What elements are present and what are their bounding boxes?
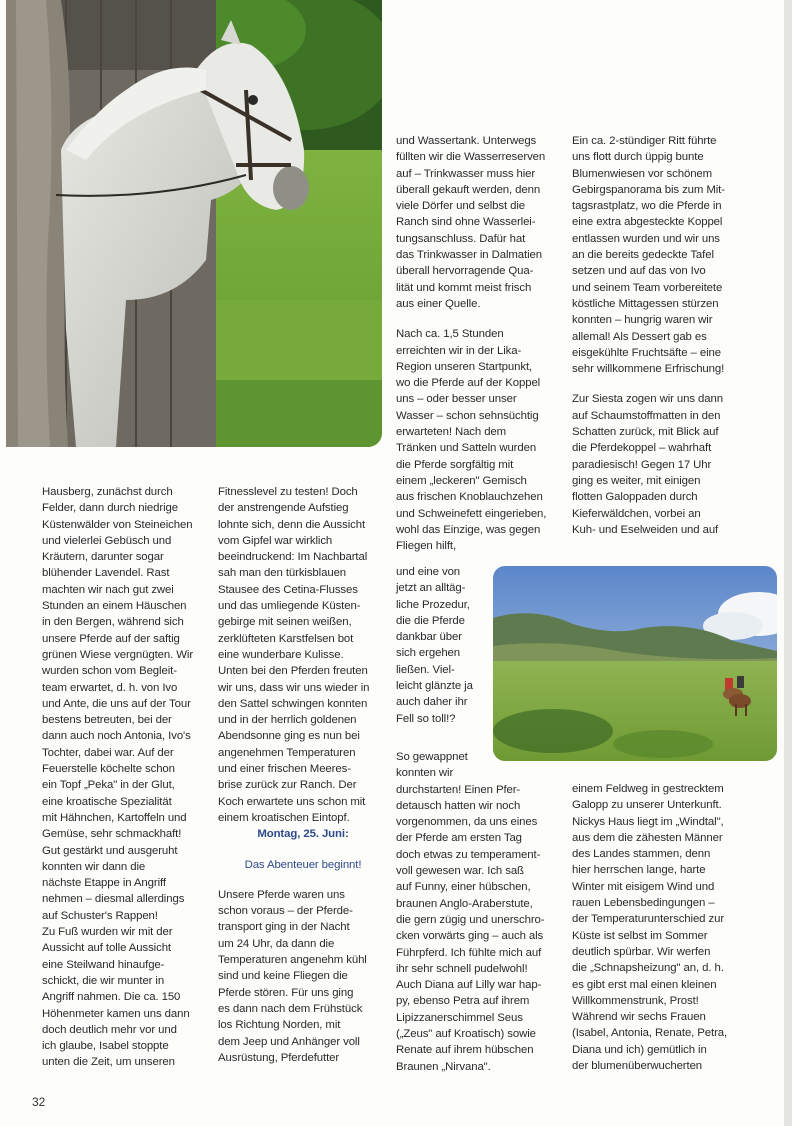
- section-subheading: Das Abenteuer beginnt!: [244, 858, 362, 871]
- page-edge: [784, 0, 792, 1126]
- article-paragraph: Ein ca. 2-stündiger Ritt führte uns flott durch üppig bunte Blumenwiesen vor schönem Gebirgspanorama bis zum Mit- tagsrastplatz, wo die Pferde in eine extra abgesteckte Koppel entlassen wurden und wir uns an die bereits gedeckte Tafel setzen und auf das von Ivo und seinem Team vorbereitete köstliche Mittagessen stürzen konnten – hungrig waren wir allemal! Als Dessert gab es eisgekühlte Fruchtsäfte – eine sehr willkommene Erfrischung!: [572, 135, 725, 376]
- article-paragraph: einem Feldweg in gestrecktem Galopp zu unserer Unterkunft. Nickys Haus liegt im „Windtal", aus dem die zähesten Männer des Landes stammen, denn hier herrschen lange, harte Winter mit eisigem Wind und rauen Lebensbedingungen – der Temperaturunterschied zur Küste ist selbst im Sommer deutlich spürbar. Wir werfen die „Schnapsheizung" an, d. h. es gibt erst mal einen kleinen Willkommenstrunk, Prost! Während wir sechs Frauen (Isabel, Antonia, Renate, Petra, Diana und ich) gemütlich in der blumenüberwucherten: [572, 783, 728, 1073]
- article-paragraph: Hausberg, zunächst durch Felder, dann durch niedrige Küstenwälder von Steineichen und vielerlei Gebüsch und Kräutern, darunter sogar blühender Lavendel. Rast machten wir nach gut zwei Stunden an einem Häuschen in den Bergen, während sich unsere Pferde auf der saftig grünen Wiese vergnügten. Wir wurden schon vom Begleit- team erwartet, d. h. von Ivo und Ante, die uns auf der Tour bestens betreuten, bei der dann auch noch Antonia, Ivo's Tochter, dabei war. Auf der Feuerstelle köchelte schon ein Topf „Peka" in der Glut, eine kroatische Spezialität mit Hähnchen, Kartoffeln und Gemüse, sehr schmackhaft! Gut gestärkt und ausgeruht konnten wir dann die nächste Etappe in Angriff nehmen – diesmal allerdings auf Schuster's Rappen! Zu Fuß wurden wir mit der Aussicht auf tolle Aussicht eine Steilwand hinaufge- schickt, die wir munter in Angriff nahmen. Die ca. 150 Höhenmeter kamen uns dann doch deutlich mehr vor und ich glaube, Isabel stoppte unten die Zeit, um unseren: [42, 486, 194, 1069]
- article-column-4-bottom: [572, 781, 742, 1074]
- article-paragraph: und Wassertank. Unterwegs füllten wir die Wasserreserven auf – Trinkwasser muss hier überall gekauft werden, denn viele Dörfer und selbst die Ranch sind ohne Wasserlei- tungsanschluss. Dafür hat das Trinkwasser in Dalmatien überall hervorragende Qua- lität und kommt meist frisch aus einer Quelle.: [396, 135, 546, 310]
- article-column-1: [42, 484, 212, 1071]
- horse-photo: [6, 0, 382, 447]
- section-heading: Montag, 25. Juni:: [257, 828, 349, 841]
- article-paragraph: Unsere Pferde waren uns schon voraus – der Pferde- transport ging in der Nacht um 24 Uhr, da dann die Temperaturen angenehm kühl sind und keine Fliegen die Pferde stören. Für uns ging es dann nach dem Frühstück los Richtung Norden, mit dem Jeep und Anhänger voll Ausrüstung, Pferdefutter: [218, 888, 367, 1064]
- page-number: 32: [32, 1095, 46, 1109]
- article-paragraph: Zur Siesta zogen wir uns dann auf Schaumstoffmatten in den Schatten zurück, mit Blick auf die Pferdekoppel – wahrhaft paradiesisch! Gegen 17 Uhr ging es weiter, mit einigen flotten Galoppaden durch Kieferwäldchen, vorbei an Kuh- und Eselweiden und auf: [572, 393, 723, 536]
- landscape-photo: [493, 566, 777, 761]
- article-paragraph: Fitnesslevel zu testen! Doch der anstrengende Aufstieg lohnte sich, denn die Aussicht vom Gipfel war wirklich beeindruckend: Im Nachbartal sah man den türkisblauen Stausee des Cetina-Flusses und das umliegende Küsten- gebirge mit seinen weißen, zerklüfteten Karstfelsen bot eine wunderbare Kulisse. Unten bei den Pferden freuten wir uns, dass wir uns wieder in den Sattel schwingen konnten und in der herrlich goldenen Abendsonne ging es nun bei angenehmen Temperaturen und einer frischen Meeres- brise zurück zur Ranch. Der Koch erwartete uns schon mit einem kroatischen Eintopf.: [218, 486, 370, 824]
- article-column-3-bottom: [396, 749, 566, 1075]
- article-column-3-wrap: [396, 564, 488, 727]
- article-column-3: [396, 133, 566, 554]
- article-paragraph: Nach ca. 1,5 Stunden erreichten wir in der Lika- Region unseren Startpunkt, wo die Pferde auf der Koppel uns – oder besser unser Wasser – schon sehnsüchtig erwarteten! Nach dem Tränken und Satteln wurden die Pferde sorgfältig mit einem „leckeren" Gemisch aus frischen Knoblauchzehen und Schweinefett eingerieben, wohl das Einzige, was gegen Fliegen hilft,: [396, 328, 547, 553]
- article-paragraph: So gewappnet konnten wir durchstarten! Einen Pfer- detausch hatten wir noch vorgenommen, da uns eines der Pferde am ersten Tag doch etwas zu temperament- voll gewesen war. Ich saß auf Funny, einer hübschen, braunen Anglo-Araberstute, die gern zügig und unerschro- cken vorwärts ging – auch als Führpferd. Ich fühlte mich auf ihr sehr schnell pudelwohl! Auch Diana auf Lilly war hap- py, ebenso Petra auf ihrem Lipizzanerschimmel Seus („Zeus" auf Kroatisch) sowie Renate auf ihrem hübschen Braunen „Nirvana".: [396, 751, 545, 1073]
- article-paragraph: und eine von jetzt an alltäg- liche Prozedur, die die Pferde dankbar über sich ergehen ließen. Viel- leicht glänzte ja auch daher ihr Fell so toll!?: [396, 566, 473, 725]
- article-column-4: [572, 133, 742, 538]
- article-column-2: [218, 484, 388, 1066]
